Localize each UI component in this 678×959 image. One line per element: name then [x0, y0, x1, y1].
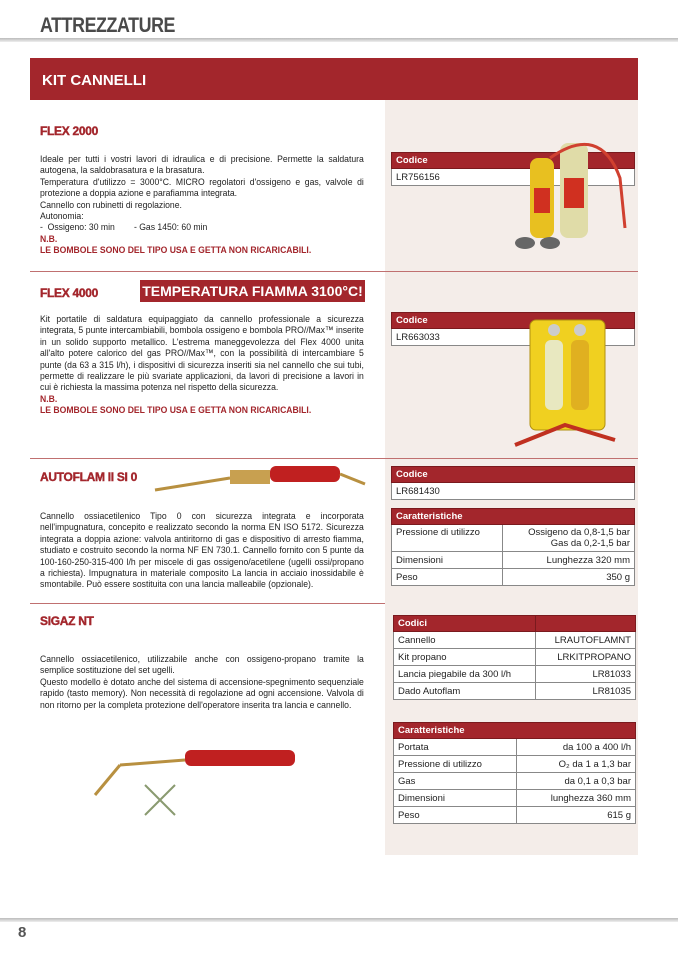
product-description: Ideale per tutti i vostri lavori di idraulica e di precisione. Permette la saldatura autogena, la saldobrasatura e la brasatura. Temperatura d'utilizzo = 3000°C. MICRO regolatori d'ossigeno e gas, valvole di protezione a doppia azione e parafiamma integrata. Cannello con rubinetti di regolazione. Autonomia: - Ossigeno: 30 min - Gas 1450: 60 min N.B. LE BOMBOLE SONO DEL TIPO USA E GETTA NON RICARICABILI. — [40, 153, 364, 256]
flex2000-kit-image — [510, 118, 635, 258]
temperature-banner: TEMPERATURA FIAMMA 3100°C! — [140, 280, 365, 302]
specs-table: Caratteristiche Pressione di utilizzo Ossigeno da 0,8-1,5 bar Gas da 0,2-1,5 bar Dimensioni Lunghezza 320 mm Peso 350 g — [391, 508, 635, 586]
codes-table: Codici Cannello LRAUTOFLAMNT Kit propano LRKITPROPANO Lancia piegabile da 300 l/h LR81033 Dado Autoflam LR81035 — [393, 615, 636, 700]
product-description: Kit portatile di saldatura equipaggiato da cannello professionale a sicurezza integrata, 5 punte intercambiabili, bombola ossigeno e bombola PRO//Max™ inserite in un solido supporto metallico. L'estrema maneggevolezza del Flex 4000 unita all'alto potere calorico del gas PRO//Max™, con la possibilità di intercambiare 5 punte (da 63 a 315 l/h), i dispositivi di sicurezza inseriti sia nel cannello che sui tubi, permette di realizzare le più svariate applicazioni, da lavori di precisione a lavori in cui è richiesta la massima potenza nel rispetto della sicurezza. N.B. LE BOMBOLE SONO DEL TIPO USA E GETTA NON RICARICABILI. — [40, 313, 364, 416]
section-divider — [30, 458, 638, 459]
specs-table: Caratteristiche Portata da 100 a 400 l/h Pressione di utilizzo O₂ da 1 a 1,3 bar Gas da 0,1 a 0,3 bar Dimensioni lunghezza 360 mm Peso 615 g — [393, 722, 636, 824]
product-name: FLEX 4000 — [40, 286, 98, 300]
code-table: Codice LR681430 — [391, 466, 635, 500]
flex4000-kit-image — [505, 305, 635, 455]
footer-divider — [0, 918, 678, 922]
product-description: Cannello ossiacetilenico, utilizzabile anche con ossigeno-propano tramite la semplice sostituzione del set ugelli. Questo modello è dotato anche del sistema di accensione-spegnimento sequenziale rapido (tasto memory). Non necessità di regolazione ad ogni accensione. Valvola di non ritorno per la completa protezione dell'operatore inserita tra lancia e cannello. — [40, 653, 364, 710]
product-name: AUTOFLAM II SI 0 — [40, 470, 137, 484]
autoflam-torch-image — [150, 460, 370, 500]
product-name: SIGAZ NT — [40, 614, 94, 628]
product-description: Cannello ossiacetilenico Tipo 0 con sicurezza integrata e incorporata nell'impugnatura, concepito e realizzato secondo la norma EN ISO 5172. Sicurezza integrata a doppia azione: valvola antiritorno di gas e dispositivo di arresto fiamma, studiato e costruito secondo la norma NF EN 730.1. Cannello fornito con 5 punte da 100-160-250-315-400 l/h per miscele di gas ossigeno/acetilene (ugelli ossi/propano a richiesta). Impugnatura in materiale composito La lancia in acciaio inossidabile è smontabile. Può essere sostituita con una lancia malleabile (opzionale). — [40, 510, 364, 590]
section-divider — [30, 603, 385, 604]
code-table: Codice LR663033 — [391, 312, 635, 346]
page-number: 8 — [18, 924, 27, 941]
product-name: FLEX 2000 — [40, 124, 98, 138]
section-divider — [30, 271, 638, 272]
sigaz-torch-image — [90, 735, 305, 825]
header-divider — [0, 38, 678, 42]
page-title: ATTREZZATURE — [40, 14, 176, 37]
section-title: KIT CANNELLI — [30, 58, 638, 100]
code-table: Codice LR756156 — [391, 152, 635, 186]
